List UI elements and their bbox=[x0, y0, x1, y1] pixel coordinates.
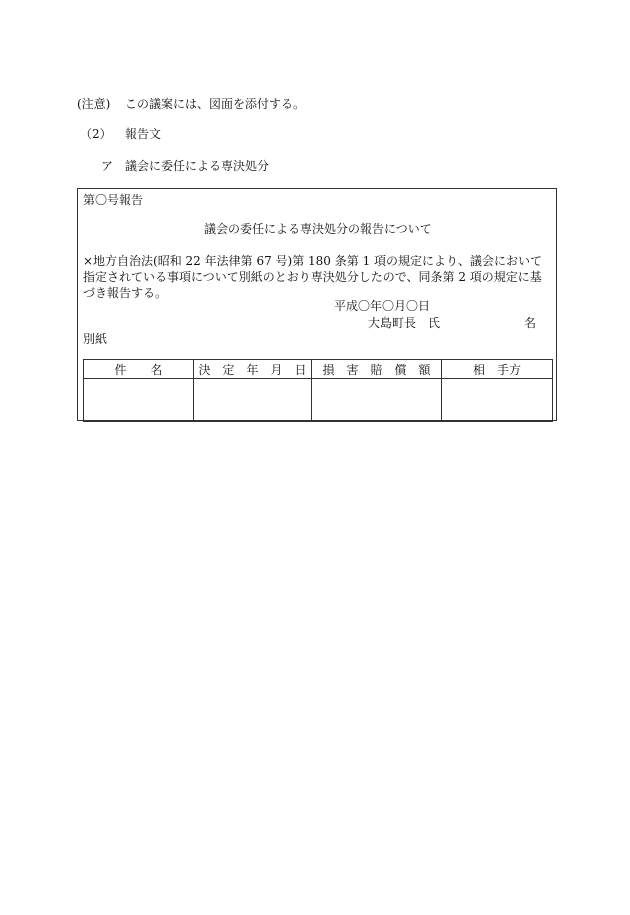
table-row bbox=[84, 379, 553, 422]
report-signer: 大島町長 氏 bbox=[368, 316, 441, 330]
report-signer-name-suffix: 名 bbox=[524, 316, 537, 330]
header-counterparty: 相 手方 bbox=[442, 360, 553, 379]
attachment-label: 別紙 bbox=[83, 332, 108, 346]
cell-subject bbox=[84, 379, 194, 422]
annex-header-row bbox=[84, 360, 553, 379]
cell-decision-date bbox=[194, 379, 312, 422]
note-label: (注意) bbox=[77, 97, 111, 111]
report-date: 平成〇年〇月〇日 bbox=[334, 299, 431, 313]
report-body: ×地方自治法(昭和 22 年法律第 67 号)第 180 条第 1 項の規定により、議会において指定されている事項について別紙のとおり専決処分したので、同条第 2 項の規定に基づき報告する。 bbox=[83, 254, 543, 300]
cell-counterparty bbox=[442, 379, 553, 422]
report-number: 第〇号報告 bbox=[83, 193, 144, 207]
subsection-title: 議会に委任による専決処分 bbox=[125, 159, 270, 173]
cell-damages-amount bbox=[312, 379, 442, 422]
header-damages-amount: 損 害 賠 償 額 bbox=[312, 360, 442, 379]
annex-table bbox=[83, 359, 553, 422]
section-title: 報告文 bbox=[125, 127, 162, 141]
note-text: この議案には、図面を添付する。 bbox=[125, 97, 306, 111]
subsection-marker: ア bbox=[101, 159, 114, 173]
section-number: （2） bbox=[80, 127, 112, 141]
report-frame bbox=[77, 188, 557, 421]
header-subject: 件 名 bbox=[84, 360, 194, 379]
report-title: 議会の委任による専決処分の報告について bbox=[204, 222, 432, 236]
header-decision-date: 決 定 年 月 日 bbox=[194, 360, 312, 379]
